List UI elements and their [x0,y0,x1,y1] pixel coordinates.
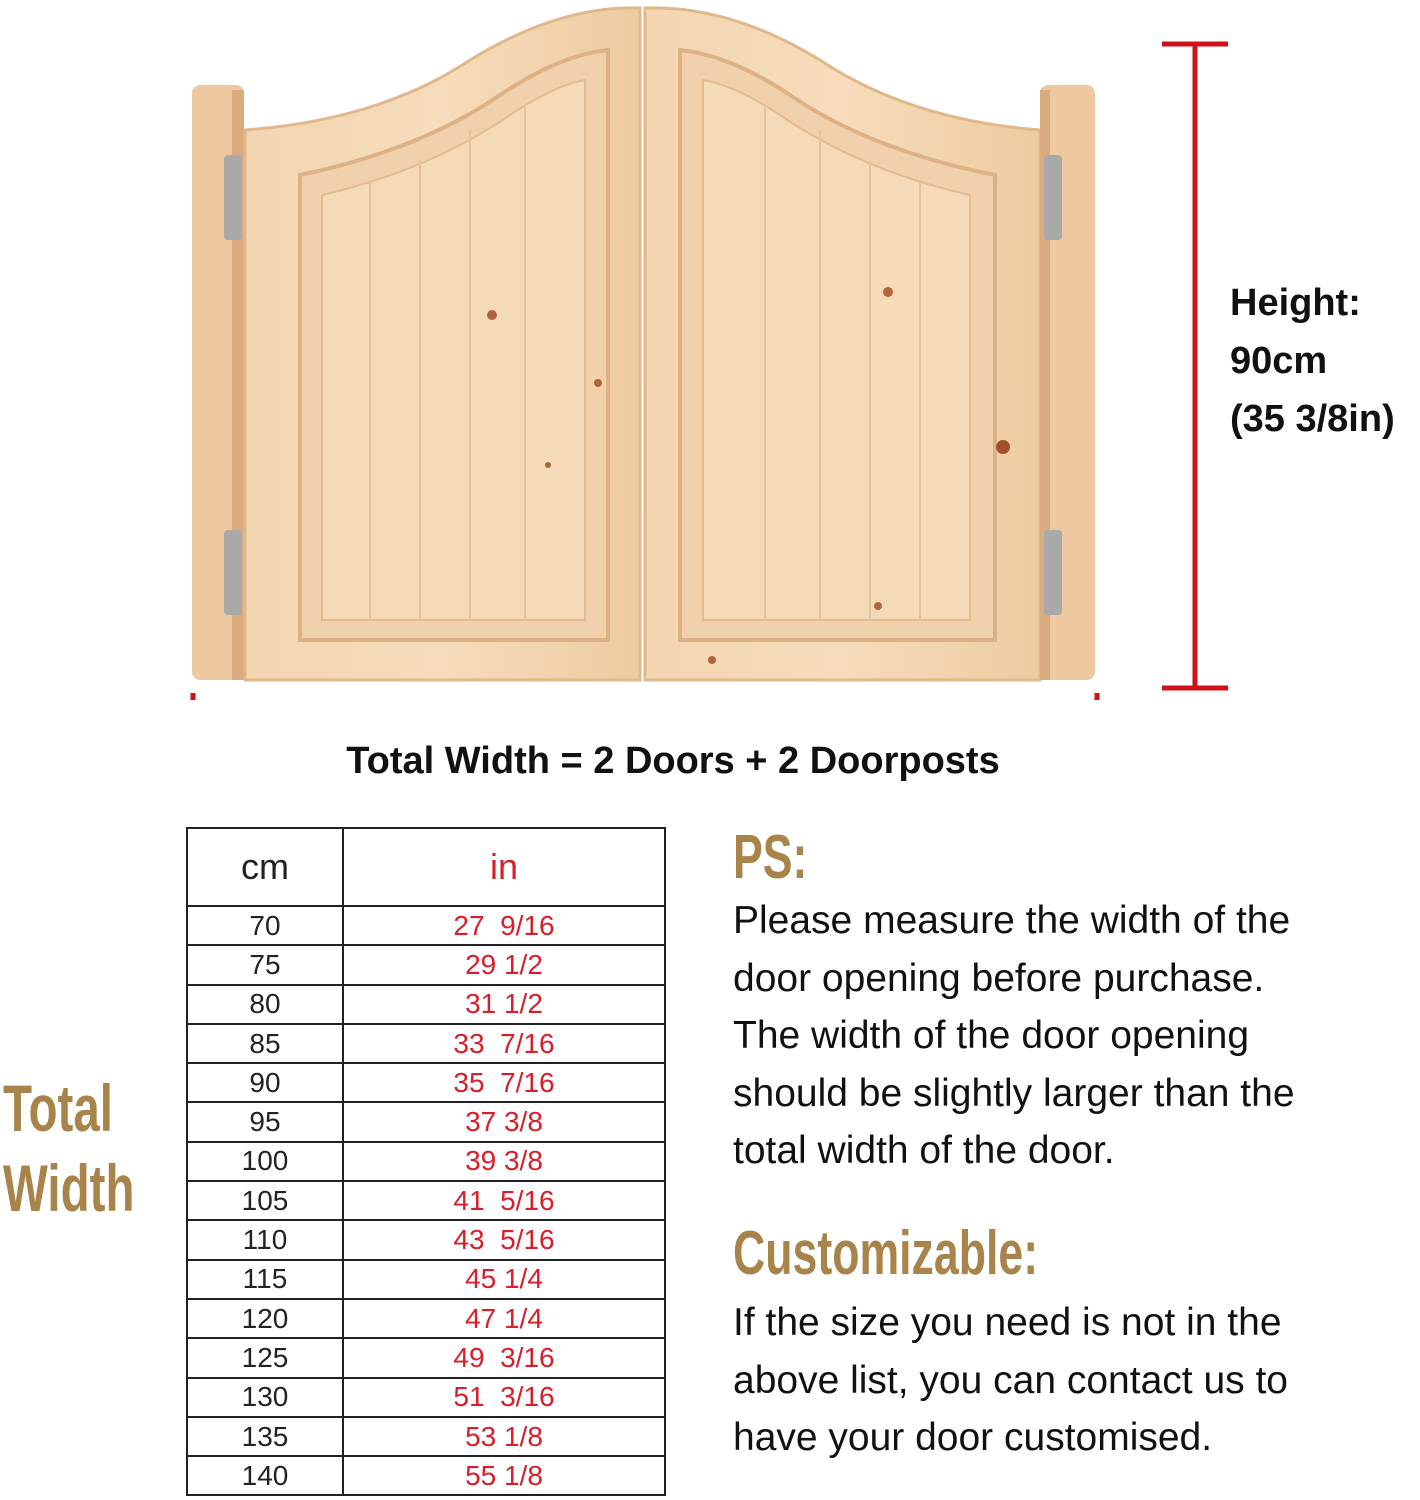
cell-cm: 90 [187,1063,343,1102]
size-table [186,827,666,1496]
table-row [187,1338,665,1377]
table-row [187,1378,665,1417]
cell-in: 33 7/16 [343,1024,665,1063]
side-label-line: Width [3,1151,135,1225]
saloon-doors-illustration [0,0,1420,700]
ps-paragraph [733,892,1295,1180]
table-row [187,1220,665,1259]
ps-heading: PS: [733,823,808,892]
cell-in: 37 3/8 [343,1102,665,1141]
cell-cm: 110 [187,1220,343,1259]
side-label-line: Total [3,1071,113,1145]
ps-line: Please measure the width of the [733,899,1291,942]
customizable-line: If the size you need is not in the [733,1301,1282,1344]
table-row [187,1024,665,1063]
cell-cm: 100 [187,1142,343,1181]
cell-cm: 130 [187,1378,343,1417]
table-row [187,1102,665,1141]
cell-in: 51 3/16 [343,1378,665,1417]
cell-cm: 85 [187,1024,343,1063]
cell-in: 41 5/16 [343,1181,665,1220]
table-row [187,906,665,945]
size-table-body [187,906,665,1495]
cell-in: 47 1/4 [343,1299,665,1338]
cell-in: 43 5/16 [343,1220,665,1259]
cell-cm: 80 [187,985,343,1024]
table-row [187,1142,665,1181]
right-doorpost [1040,85,1095,680]
cell-in: 55 1/8 [343,1456,665,1495]
hinge-icon [1044,530,1062,615]
cell-in: 49 3/16 [343,1338,665,1377]
cell-cm: 120 [187,1299,343,1338]
table-row [187,945,665,984]
customizable-heading: Customizable: [733,1219,1039,1288]
cell-cm: 75 [187,945,343,984]
table-row [187,1299,665,1338]
table-row [187,1417,665,1456]
left-door [224,8,640,680]
ps-line: should be slightly larger than the [733,1071,1295,1115]
height-caption-line: Height: [1230,282,1361,324]
table-header-row [187,828,665,906]
customizable-line: have your door customised. [733,1416,1213,1459]
cell-cm: 95 [187,1102,343,1141]
cell-cm: 135 [187,1417,343,1456]
height-caption-line: (35 3/8in) [1230,398,1395,440]
cell-cm: 125 [187,1338,343,1377]
ps-line: door opening before purchase. [733,956,1265,1000]
total-width-side-label [3,1068,135,1228]
cell-in: 53 1/8 [343,1417,665,1456]
table-row [187,1260,665,1299]
cell-in: 35 7/16 [343,1063,665,1102]
height-caption [1230,274,1395,448]
width-measure-line [193,693,1097,700]
cell-in: 39 3/8 [343,1142,665,1181]
table-row [187,1063,665,1102]
height-measure-line [1162,44,1228,688]
height-caption-line: 90cm [1230,340,1328,382]
table-row [187,1456,665,1495]
header-cm: cm [187,828,343,906]
customizable-line: above list, you can contact us to [733,1358,1288,1402]
cell-in: 45 1/4 [343,1260,665,1299]
cell-cm: 105 [187,1181,343,1220]
customizable-paragraph [733,1294,1288,1467]
cell-cm: 115 [187,1260,343,1299]
hinge-icon [224,155,242,240]
cell-in: 29 1/2 [343,945,665,984]
ps-line: total width of the door. [733,1129,1115,1172]
header-in: in [343,828,665,906]
ps-line: The width of the door opening [733,1014,1250,1057]
hinge-icon [224,530,242,615]
cell-cm: 140 [187,1456,343,1495]
cell-in: 27 9/16 [343,906,665,945]
right-door [645,8,1040,680]
cell-cm: 70 [187,906,343,945]
table-row [187,985,665,1024]
table-row [187,1181,665,1220]
hinge-icon [1044,155,1062,240]
cell-in: 31 1/2 [343,985,665,1024]
total-width-caption: Total Width = 2 Doors + 2 Doorposts [346,740,1000,782]
